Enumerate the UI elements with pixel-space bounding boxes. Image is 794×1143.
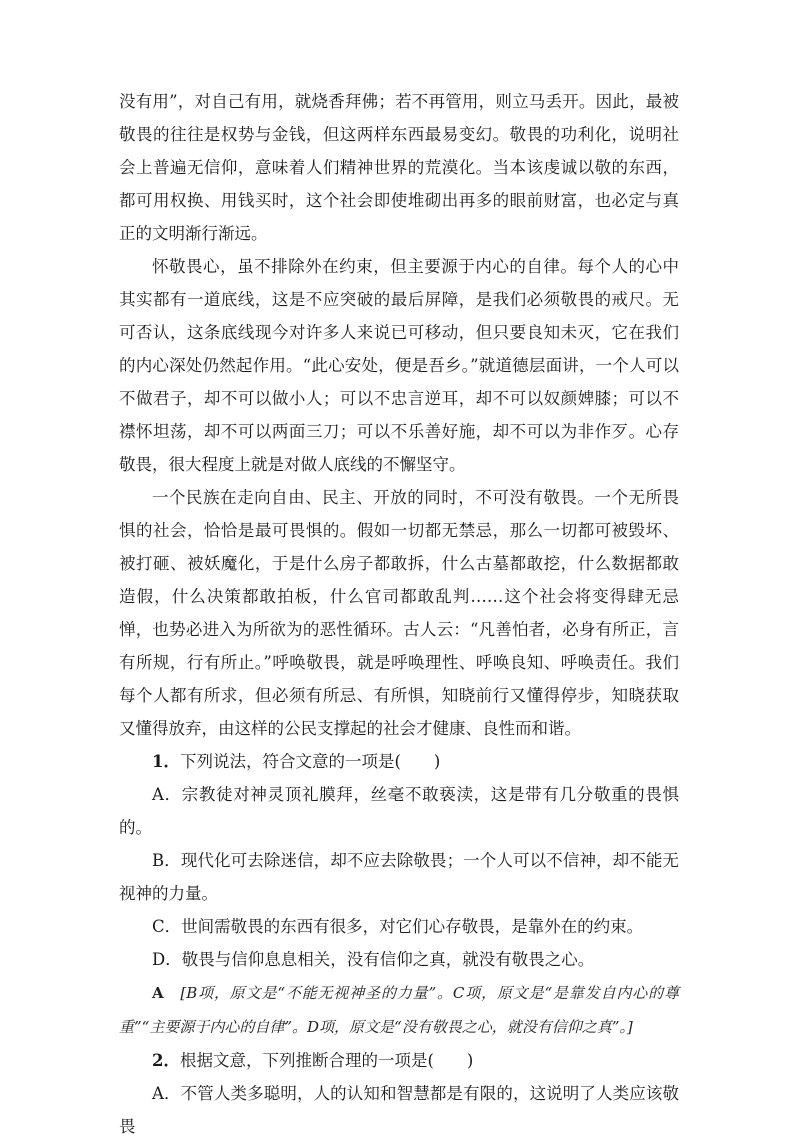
question-2-option-a: A．不管人类多聪明，人的认知和智慧都是有限的，这说明了人类应该敬畏 [119,1084,679,1136]
question-1-option-d: D．敬畏与信仰息息相关，没有信仰之真，就没有敬畏之心。 [152,950,595,969]
question-1-option-b: B．现代化可去除迷信，却不应去除敬畏；一个人可以不信神，却不能无视神的力量。 [119,851,679,903]
passage-paragraph-2: 怀敬畏心，虽不排除外在约束，但主要源于内心的自律。每个人的心中其实都有一道底线，这是不应突破的最后屏障，是我们必须敬畏的戒尺。无可否认，这条底线现今对许多人来说已可移动，但只要良知未灭，它在我们的内心深处仍然起作用。“此心安处，便是吾乡。”就道德层面讲，一个人可以不做君子，却不可以做小人；可以不忠言逆耳，却不可以奴颜婢膝；可以不襟怀坦荡，却不可以两面三刀；可以不乐善好施，却不可以为非作歹。心存敬畏，很大程度上就是对做人底线的不懈坚守。 [119,257,679,474]
question-1-answer [119,976,679,1044]
question-1-option-c: C．世间需敬畏的东西有很多，对它们心存敬畏，是靠外在的约束。 [152,917,644,936]
question-2-number: 2． [152,1051,180,1070]
question-1-stem: 下列说法，符合文意的一项是( ) [179,752,441,771]
question-1-option-a: A．宗教徒对神灵顶礼膜拜，丝毫不敢亵渎，这是带有几分敬重的畏惧的。 [119,785,679,837]
question-1-number: 1． [152,752,180,771]
question-1 [119,745,679,778]
question-2 [119,1044,679,1077]
passage-paragraph-1: 没有用”，对自己有用，就烧香拜佛；若不再管用，则立马丢开。因此，最被敬畏的往往是权势与金钱，但这两样东西最易变幻。敬畏的功利化，说明社会上普遍无信仰，意味着人们精神世界的荒漠化。当本该虔诚以敬的东西，都可用权换、用钱买时，这个社会即使堆砌出再多的眼前财富，也必定与真正的文明渐行渐远。 [119,92,679,243]
question-1-answer-letter: A [152,984,164,1002]
document-body [119,85,679,1143]
question-1-answer-explanation: [B项，原文是“不能无视神圣的力量”。C项，原文是“是靠发自内心的尊重”“主要源于内心的自律”。D项，原文是“没有敬畏之心，就没有信仰之真”。] [119,984,679,1036]
question-2-stem: 根据文意，下列推断合理的一项是( ) [179,1051,474,1070]
passage-paragraph-3: 一个民族在走向自由、民主、开放的同时，不可没有敬畏。一个无所畏惧的社会，恰恰是最可畏惧的。假如一切都无禁忌，那么一切都可被毁坏、被打砸、被妖魔化，于是什么房子都敢拆，什么古墓都敢挖，什么数据都敢造假，什么决策都敢拍板，什么官司都敢乱判……这个社会将变得肆无忌惮，也势必进入为所欲为的恶性循环。古人云：“凡善怕者，必身有所正，言有所规，行有所止。”呼唤敬畏，就是呼唤理性、呼唤良知、呼唤责任。我们每个人都有所求，但必须有所忌、有所惧，知晓前行又懂得停步，知晓获取又懂得放弃，由这样的公民支撑起的社会才健康、良性而和谐。 [119,488,679,738]
